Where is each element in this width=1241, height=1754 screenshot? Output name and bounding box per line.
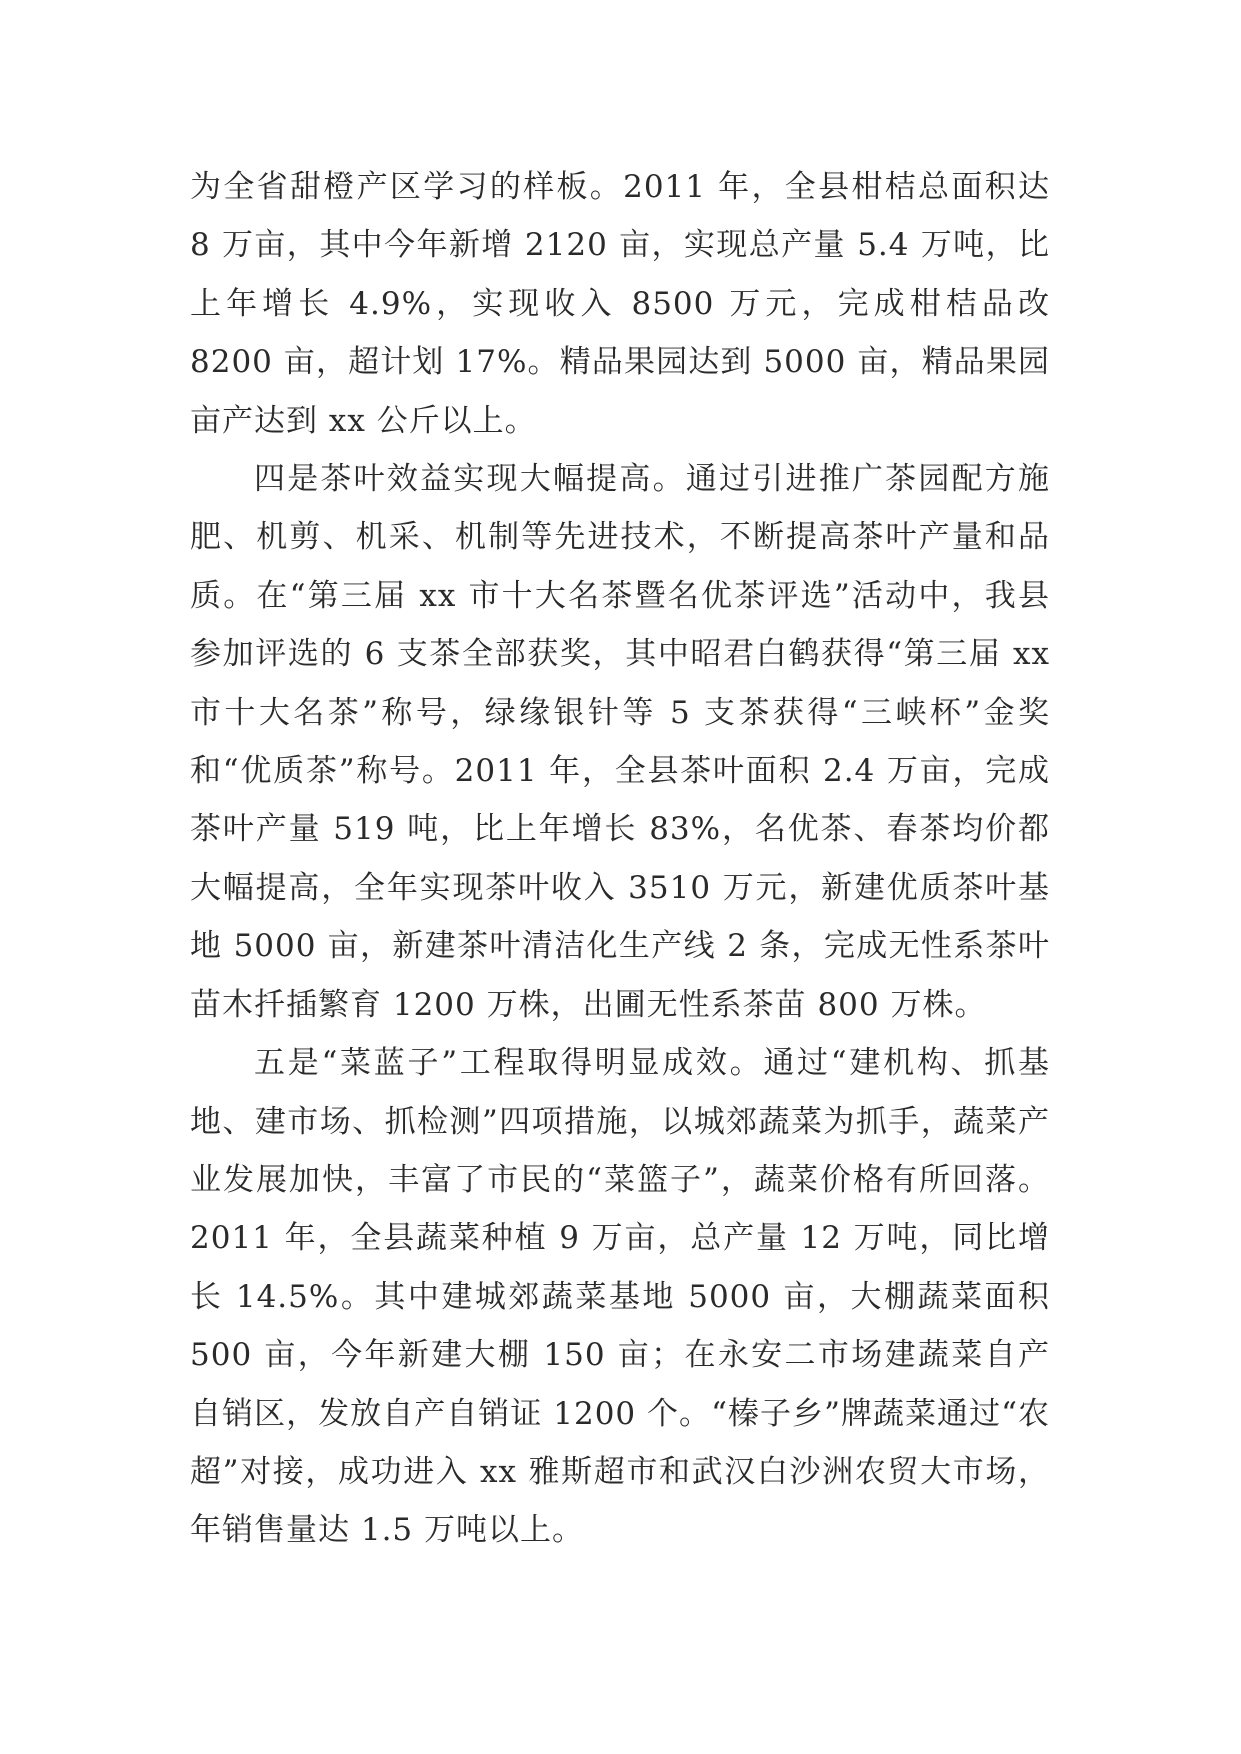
paragraph-vegetable-basket: 五是“菜蓝子”工程取得明显成效。通过“建机构、抓基地、建市场、抓检测”四项措施，以城郊蔬菜为抓手，蔬菜产业发展加快，丰富了市民的“菜篮子”，蔬菜价格有所回落。2011 年，全县蔬菜种植 9 万亩，总产量 12 万吨，同比增长 14.5%。其中建城郊蔬菜基地 5000 亩，大棚蔬菜面积 500 亩，今年新建大棚 150 亩；在永安二市场建蔬菜自产自销区，发放自产自销证 1200 个。“榛子乡”牌蔬菜通过“农超”对接，成功进入 xx 雅斯超市和武汉白沙洲农贸大市场，年销售量达 1.5 万吨以上。: [190, 1045, 1050, 1549]
paragraph-citrus-continued: 为全省甜橙产区学习的样板。2011 年，全县柑桔总面积达 8 万亩，其中今年新增 2120 亩，实现总产量 5.4 万吨，比上年增长 4.9%，实现收入 8500 万元，完成柑桔品改 8200 亩，超计划 17%。精品果园达到 5000 亩，精品果园亩产达到 xx 公斤以上。: [190, 169, 1050, 439]
document-body: [190, 158, 1050, 1560]
paragraph-tea: 四是茶叶效益实现大幅提高。通过引进推广茶园配方施肥、机剪、机采、机制等先进技术，不断提高茶叶产量和品质。在“第三届 xx 市十大名茶暨名优茶评选”活动中，我县参加评选的 6 支茶全部获奖，其中昭君白鹤获得“第三届 xx 市十大名茶”称号，绿缘银针等 5 支茶获得“三峡杯”金奖和“优质茶”称号。2011 年，全县茶叶面积 2.4 万亩，完成茶叶产量 519 吨，比上年增长 83%，名优茶、春茶均价都大幅提高，全年实现茶叶收入 3510 万元，新建优质茶叶基地 5000 亩，新建茶叶清洁化生产线 2 条，完成无性系茶叶苗木扦插繁育 1200 万株，出圃无性系茶苗 800 万株。: [190, 461, 1050, 1023]
